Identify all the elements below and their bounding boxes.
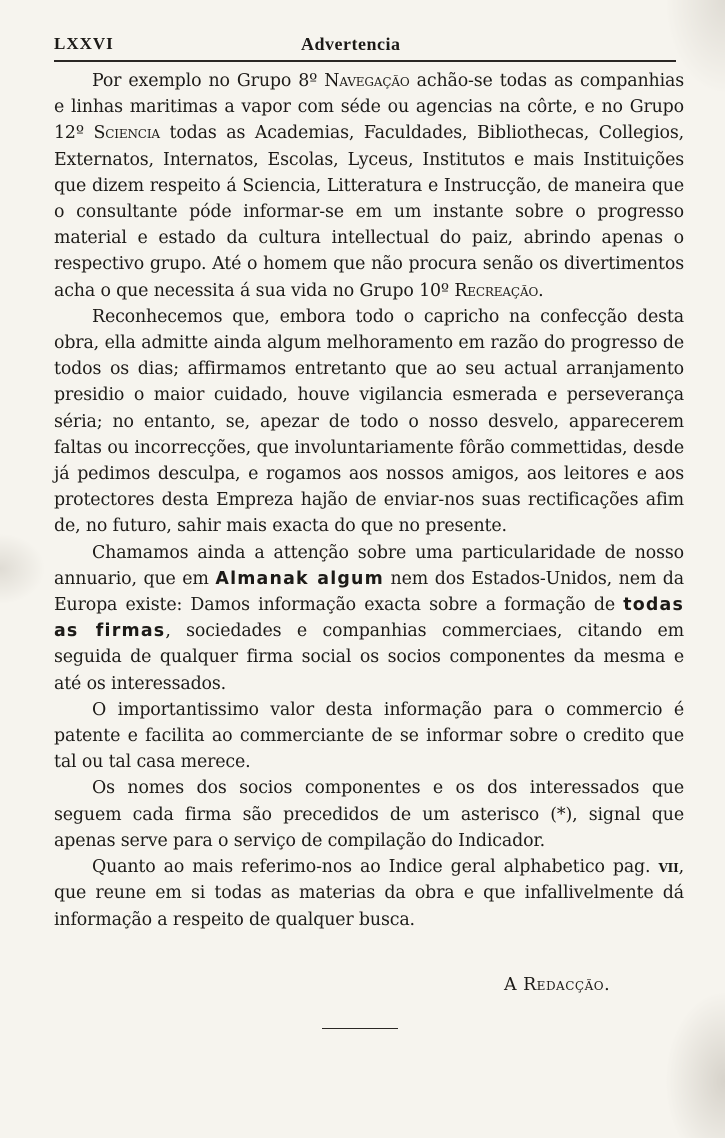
page-header	[54, 34, 676, 58]
emphasis-todas-as-firmas: todas as firmas	[54, 595, 684, 642]
paragraph-2: Reconhecemos que, embora todo o capricho na confecção desta obra, ella admitte ainda algum melhoramento em razão do progresso de todos os dias; affirmamos entretanto que ao seu actual arranjamento presidio o maior cuidado, houve vigilancia esmerada e perseverança séria; no entanto, se, apezar de todo o nosso desvelo, apparecerem faltas ou incorrecções, que involuntariamente fôrão commettidas, desde já pedimos desculpa, e rogamos aos nossos amigos, aos leitores e aos protectores desta Empreza hajão de enviar-nos suas rectificações afim de, no futuro, sahir mais exacta do que no presente.	[54, 306, 684, 537]
page-reference: vii	[658, 857, 679, 878]
paragraph-5: Os nomes dos socios componentes e os dos interessados que seguem cada firma são precedidos de um asterisco (*), signal que apenas serve para o serviço de compilação do Indicador.	[54, 778, 684, 851]
end-rule	[322, 1028, 398, 1029]
signature: A Redacção.	[504, 975, 611, 995]
paragraph-4: O importantissimo valor desta informação para o commercio é patente e facilita ao commerciante de se informar sobre o credito que tal ou tal casa merece.	[54, 699, 684, 773]
running-title: Advertencia	[301, 34, 401, 54]
small-caps-term: Navegação	[324, 71, 410, 91]
text-span: nem dos Estados-Unidos, nem da Europa existe: Damos informação exacta sobre a formação de	[54, 568, 684, 616]
body-text	[54, 68, 684, 933]
text-span: , sociedades e companhias commerciaes, citando em seguida de qualquer firma social os socios componentes da mesma e até os interessados.	[54, 621, 684, 694]
paragraph-3	[54, 540, 684, 697]
small-caps-term: Sciencia	[93, 123, 160, 144]
paragraph-6	[54, 854, 684, 933]
text-span: todas as Academias, Faculdades, Bibliothecas, Collegios, Externatos, Internatos, Escolas, Lyceus, Institutos e mais Instituições que dizem respeito á Sciencia, Litteratura e Instrucção, de maneira que o consultante póde informar-se em um instante sobre o progresso material e estado da cultura intellectual do paiz, abrindo apenas o respectivo grupo. Até o homem que não procura senão os divertimentos acha o que necessita á sua vida no Grupo 10º	[54, 123, 685, 301]
text-span: Quanto ao mais referimo-nos ao Indice geral alphabetico pag.	[92, 857, 659, 878]
text-span: achão-se todas as companhias e linhas maritimas a vapor com séde ou agencias na côrte, e no Grupo 12º	[54, 71, 684, 144]
small-caps-term: Recreação.	[454, 280, 544, 301]
text-span: Por exemplo no Grupo 8º	[92, 71, 325, 91]
header-rule	[54, 60, 676, 62]
paragraph-1	[54, 68, 684, 304]
page-number: LXXVI	[54, 34, 114, 53]
text-span: Chamamos ainda a attenção sobre uma particularidade de nosso annuario, que em	[54, 542, 684, 589]
emphasis-almanak: Almanak algum	[215, 568, 384, 589]
text-span: , que reune em si todas as materias da obra e que infallivelmente dá informação a respeito de qualquer busca.	[54, 857, 684, 930]
